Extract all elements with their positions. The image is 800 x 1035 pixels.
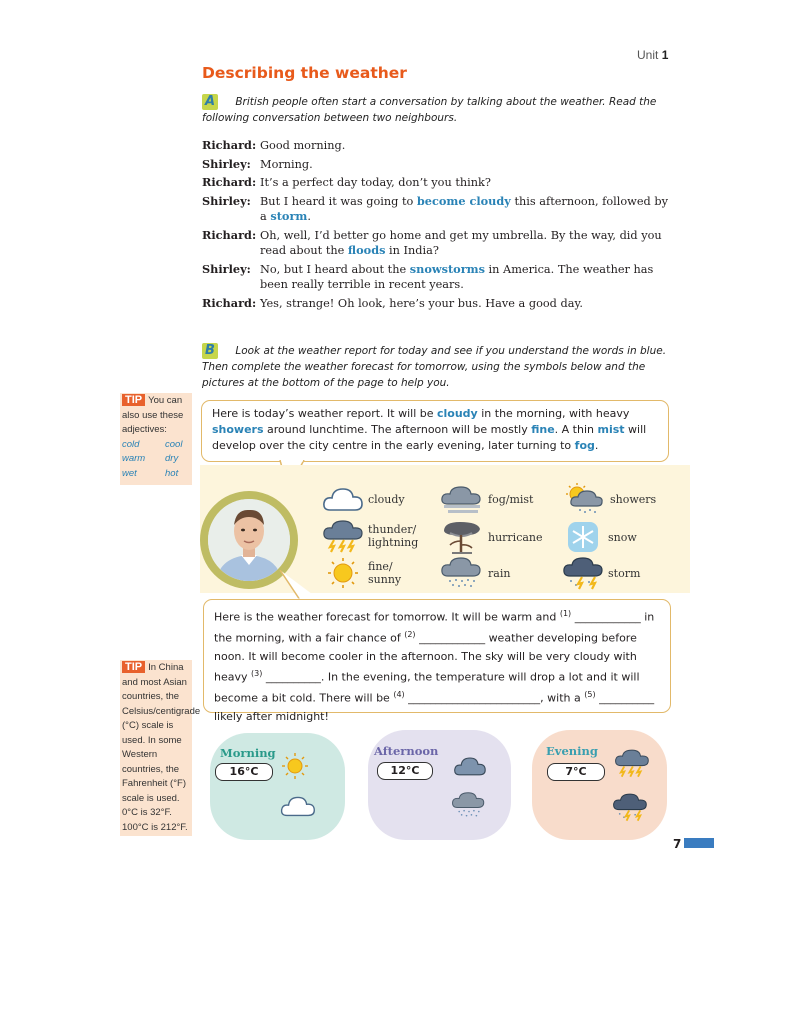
page-number: 7 <box>673 837 682 851</box>
report-fragment: . <box>594 439 599 452</box>
dialogue-row <box>202 262 672 293</box>
storm-icon <box>612 792 648 822</box>
cloud-icon <box>280 793 316 819</box>
adjective-list <box>122 438 192 482</box>
evening-label: Evening <box>546 744 598 758</box>
cloud-icon <box>322 484 364 514</box>
report-fragment: . A thin <box>554 423 598 436</box>
symbol-cloudy <box>322 484 405 514</box>
symbol-thunder-lightning <box>322 519 418 553</box>
afternoon-panel <box>368 730 511 840</box>
speaker-name: Shirley: <box>202 193 251 208</box>
forecast-sentence-6: likely after midnight! <box>214 709 329 723</box>
forecast-exercise <box>203 599 671 723</box>
gap-2-number: (2) <box>404 630 416 640</box>
rain-icon <box>440 556 484 590</box>
tip-label: TIP <box>122 394 145 406</box>
report-fragment: will develop over the city centre in the early evening, later turning to <box>212 423 647 452</box>
tip-temperature-scales <box>120 660 201 836</box>
highlighted-word: become cloudy <box>416 193 511 208</box>
dialogue-row <box>202 175 672 191</box>
dialogue-text: Good morning. <box>260 139 346 152</box>
fog-icon <box>440 484 484 514</box>
unit-label: Unit 1 <box>637 48 669 62</box>
page-title: Describing the weather <box>202 64 407 82</box>
forecast-speech-tail <box>276 570 326 602</box>
symbol-snow <box>562 520 637 554</box>
highlighted-word: floods <box>347 243 386 257</box>
dialogue-text: in India? <box>385 244 439 257</box>
report-fragment: in the morning, with heavy <box>477 407 630 420</box>
forecast-sentence-2: in the morning, with a fair chance of <box>214 610 655 645</box>
dialogue-row <box>202 157 672 173</box>
snowflake-icon <box>562 520 604 554</box>
adjective: cold <box>122 438 140 450</box>
afternoon-label: Afternoon <box>374 744 439 758</box>
adjective: hot <box>165 467 179 479</box>
section-a-letter: A <box>202 94 218 110</box>
morning-label: Morning <box>220 746 276 760</box>
symbol-label-fog-mist: fog/mist <box>488 492 534 506</box>
dialogue-text: But I heard it was going to <box>260 194 417 208</box>
cloud-icon <box>453 754 487 778</box>
dialogue-text: in America. The weather has been really terrible in recent years. <box>260 262 654 291</box>
symbol-storm <box>562 556 640 590</box>
dialogue <box>202 138 672 314</box>
sun-icon <box>280 751 310 781</box>
showers-icon <box>562 482 606 516</box>
highlighted-word: snowstorms <box>409 261 485 276</box>
symbol-label-showers: showers <box>610 492 657 506</box>
section-a-instruction: British people often start a conversation by talking about the weather. Read the following conversation between two neighbours. <box>202 96 657 124</box>
symbol-fine-sunny <box>322 556 401 590</box>
speaker-name: Richard: <box>202 175 257 189</box>
section-b-letter: B <box>202 343 218 359</box>
tip-adjectives <box>120 393 192 485</box>
symbol-showers <box>562 482 656 516</box>
gap-2[interactable]: ____________ <box>419 631 486 645</box>
todays-weather-report <box>201 400 669 462</box>
afternoon-temperature: 12°C <box>377 762 433 780</box>
dialogue-text: Oh, well, I’d better go home and get my umbrella. By the way, did you read about the <box>260 228 662 257</box>
highlighted-word: showers <box>212 423 264 436</box>
gap-1[interactable]: ____________ <box>574 610 641 624</box>
speaker-name: Richard: <box>202 227 257 242</box>
gap-3-number: (3) <box>251 669 263 679</box>
speaker-name: Richard: <box>202 138 257 152</box>
section-b-instruction: Look at the weather report for today and see if you understand the words in blue. Then complete the weather forecast for tomorrow, using the symbols below and the pictures at the bottom of the page to help you. <box>202 345 667 389</box>
section-b-instruction-block <box>202 343 672 391</box>
dialogue-row <box>202 296 672 312</box>
adjective: cool <box>165 438 183 450</box>
adjective: dry <box>165 453 179 464</box>
dialogue-line <box>260 157 672 173</box>
gap-4[interactable]: ________________________ <box>408 692 541 705</box>
symbol-label-storm: storm <box>608 566 641 580</box>
highlighted-word: fine <box>531 423 555 436</box>
gap-3[interactable]: __________ <box>265 670 321 684</box>
evening-temperature: 7°C <box>547 763 605 781</box>
dialogue-line <box>260 296 672 312</box>
sun-icon <box>322 556 364 590</box>
gap-5[interactable]: __________ <box>599 692 655 705</box>
dialogue-line <box>260 138 672 154</box>
adjective: wet <box>122 467 137 479</box>
highlighted-word: mist <box>597 423 625 436</box>
forecast-sentence-5: , with a <box>540 692 581 705</box>
dialogue-line <box>260 175 672 191</box>
gap-1-number: (1) <box>559 609 572 618</box>
thunder-icon <box>614 748 650 778</box>
storm-icon <box>562 556 604 590</box>
gap-5-number: (5) <box>584 690 596 700</box>
gap-4-number: (4) <box>393 690 405 700</box>
dialogue-text: Morning. <box>260 157 313 171</box>
symbol-label-thunder: thunder/ lightning <box>368 523 419 549</box>
highlighted-word: cloudy <box>437 407 478 420</box>
morning-temperature: 16°C <box>215 763 273 781</box>
speaker-name: Richard: <box>202 295 257 310</box>
page-number-bar <box>684 838 714 848</box>
symbol-fog-mist <box>440 484 533 514</box>
presenter-photo <box>208 499 290 581</box>
symbol-label-snow: snow <box>608 530 637 544</box>
symbol-label-cloudy: cloudy <box>368 492 405 506</box>
tip-label: TIP <box>122 661 145 673</box>
dialogue-line <box>260 262 672 293</box>
thunder-icon <box>322 519 364 553</box>
hurricane-icon <box>440 519 484 555</box>
symbol-label-rain: rain <box>488 566 511 580</box>
forecast-sentence-3: weather developing before noon. It will become cooler in the afternoon. The sky will be very cloudy with heavy <box>214 631 637 684</box>
forecast-sentence-4: . In the evening, the temperature will drop a lot and it will become a bit cold. There will be <box>214 670 640 705</box>
evening-panel <box>532 730 667 840</box>
adjective: warm <box>122 453 146 464</box>
symbol-label-fine: fine/ sunny <box>368 560 402 586</box>
report-fragment: Here is today’s weather report. It will be <box>212 407 437 420</box>
highlighted-word: storm <box>270 209 308 223</box>
tip-text: In China and most Asian countries, the Celsius/centigrade (°C) scale is used. In some Western countries, the Fahrenheit (°F) scale is used. 0°C is 32°F. 100°C is 212°F. <box>122 662 201 833</box>
speaker-name: Shirley: <box>202 156 251 171</box>
dialogue-line <box>260 194 672 225</box>
forecast-sentence-1: Here is the weather forecast for tomorrow. It will be warm and <box>214 610 557 624</box>
rain-icon <box>451 790 487 820</box>
speaker-name: Shirley: <box>202 261 251 276</box>
report-text <box>212 407 646 452</box>
dialogue-text: . <box>307 210 311 223</box>
tip-text: You can also use these adjectives: <box>122 395 184 435</box>
dialogue-row <box>202 228 672 259</box>
dialogue-text: Yes, strange! Oh look, here’s your bus. Have a good day. <box>260 296 583 310</box>
dialogue-row <box>202 194 672 225</box>
dialogue-row <box>202 138 672 154</box>
dialogue-text: this afternoon, followed by a <box>260 194 668 223</box>
dialogue-line <box>260 228 672 259</box>
symbol-hurricane <box>440 519 543 555</box>
report-fragment: around lunchtime. The afternoon will be mostly <box>263 423 532 436</box>
highlighted-word: fog <box>574 439 595 452</box>
symbol-rain <box>440 556 510 590</box>
symbol-label-hurricane: hurricane <box>488 530 543 544</box>
morning-panel <box>210 733 345 840</box>
dialogue-text: No, but I heard about the <box>260 262 410 276</box>
dialogue-text: It’s a perfect day today, don’t you think? <box>260 176 491 189</box>
section-a-instruction-block <box>202 94 672 126</box>
